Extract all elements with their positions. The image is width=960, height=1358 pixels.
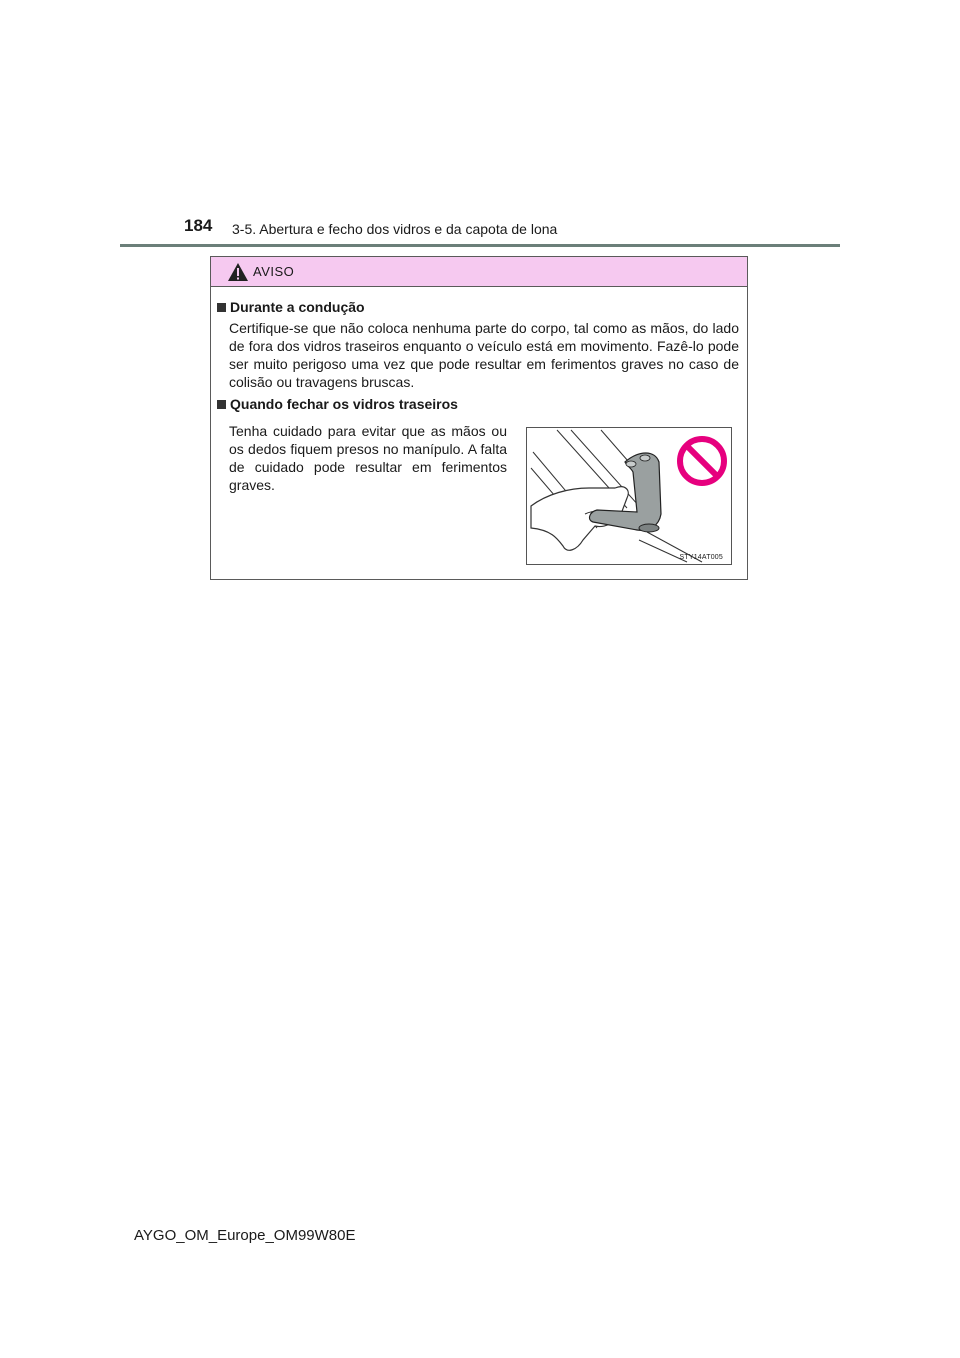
item-heading-text: Durante a condução xyxy=(230,299,365,315)
warning-item-rear-windows xyxy=(217,396,739,412)
warning-box xyxy=(210,256,748,580)
warning-item-driving xyxy=(217,299,739,391)
hand-on-window-handle-illustration xyxy=(527,428,731,564)
warning-title: AVISO xyxy=(253,264,295,279)
square-bullet-icon xyxy=(217,400,226,409)
header-rule xyxy=(120,244,840,247)
warning-triangle-icon xyxy=(227,262,249,282)
item-heading xyxy=(217,299,739,315)
page-number: 184 xyxy=(184,216,213,235)
illustration xyxy=(526,427,732,565)
item-heading-text: Quando fechar os vidros traseiros xyxy=(230,396,458,412)
item-body: Certifique-se que não coloca nenhuma parte do corpo, tal como as mãos, do lado de fora dos vidros traseiros enquanto o veículo está em movimento. Fazê-lo pode ser muito perigoso uma vez que pode resultar em ferimentos graves no caso de colisão ou travagens bruscas. xyxy=(229,320,739,390)
square-bullet-icon xyxy=(217,303,226,312)
item-body: Tenha cuidado para evitar que as mãos ou os dedos fiquem presos no manípulo. A falta de cuidado pode resultar em ferimentos graves. xyxy=(229,423,507,493)
footer-doc-id: AYGO_OM_Europe_OM99W80E xyxy=(134,1227,356,1244)
warning-header xyxy=(211,257,747,287)
illustration-code: STY14AT005 xyxy=(679,554,723,561)
section-title: 3-5. Abertura e fecho dos vidros e da capota de lona xyxy=(232,221,558,237)
item-heading xyxy=(217,396,739,412)
